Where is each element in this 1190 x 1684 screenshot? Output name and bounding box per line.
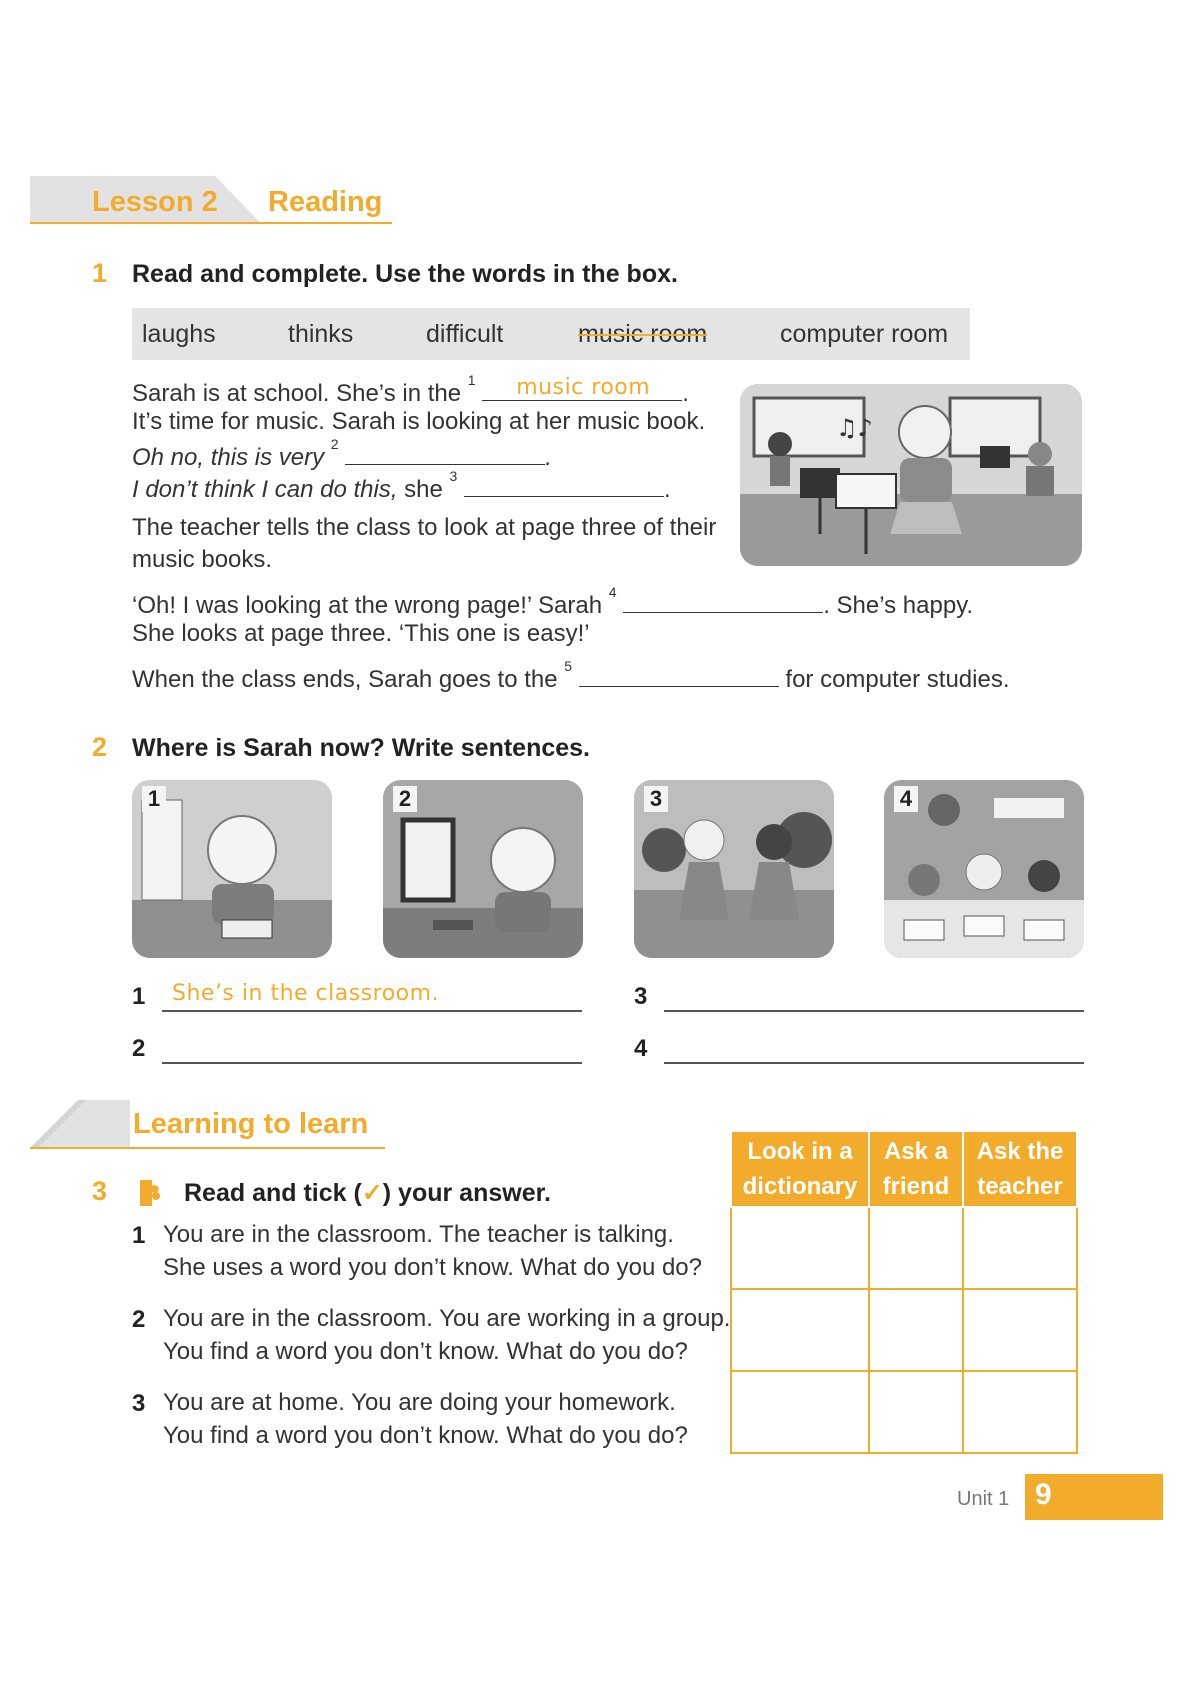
question-number: 3: [132, 1390, 146, 1417]
picture-number: 2: [393, 786, 417, 812]
gap-5[interactable]: [579, 662, 779, 687]
column-header-dictionary: Look in a dictionary: [731, 1131, 869, 1207]
music-room-illustration: [740, 384, 1082, 566]
unit-label: Unit 1: [957, 1488, 1010, 1510]
reading-line: Sarah is at school. She’s in the $^1$ music room .: [132, 372, 689, 407]
exercise-2-number: 2: [92, 732, 108, 762]
lesson-header-underline: [30, 222, 392, 224]
tick-cell[interactable]: [963, 1207, 1077, 1289]
reading-line: music books.: [132, 546, 273, 573]
music-room-drawing: [740, 384, 1082, 566]
picture-computer-room: [383, 780, 583, 958]
gap-2[interactable]: [345, 440, 545, 465]
section-title: Reading: [268, 186, 383, 218]
answer-number: 3: [634, 983, 648, 1010]
word-box-item-used: music room: [578, 320, 708, 348]
answer-line-2[interactable]: [162, 1062, 582, 1064]
exercise-3-number: 3: [92, 1176, 108, 1206]
exercise-1-number: 1: [92, 258, 108, 288]
column-header-teacher: Ask the teacher: [963, 1131, 1077, 1207]
reading-line: It’s time for music. Sarah is looking at her music book.: [132, 408, 706, 435]
picture-number: 3: [644, 786, 668, 812]
reading-line: I don’t think I can do this, she $^3$ .: [132, 468, 671, 503]
reading-line: The teacher tells the class to look at page three of their: [132, 514, 717, 541]
exercise-3-instruction: Read and tick (✓) your answer.: [184, 1179, 551, 1207]
reading-line: She looks at page three. ‘This one is easy!’: [132, 620, 590, 647]
learning-to-learn-title: Learning to learn: [133, 1108, 369, 1140]
question-text: You are at home. You are doing your homework. You find a word you don’t know. What do you do?: [163, 1389, 688, 1449]
answer-line-4[interactable]: [664, 1062, 1084, 1064]
reading-line: Oh no, this is very $^2$ .: [132, 436, 552, 471]
word-box-item: laughs: [142, 320, 216, 348]
picture-canteen: [884, 780, 1084, 958]
learning-to-learn-underline: [30, 1147, 385, 1149]
tick-cell[interactable]: [731, 1289, 869, 1371]
gap-1[interactable]: [482, 376, 682, 401]
answer-tick-table: [730, 1130, 1078, 1454]
word-box-item: difficult: [426, 320, 504, 348]
tick-cell[interactable]: [731, 1371, 869, 1453]
question-text: You are in the classroom. The teacher is talking. She uses a word you don’t know. What do you do?: [163, 1221, 703, 1281]
tick-cell[interactable]: [869, 1371, 963, 1453]
lesson-label: Lesson 2: [92, 186, 218, 218]
answer-number: 2: [132, 1035, 146, 1062]
tick-cell[interactable]: [963, 1371, 1077, 1453]
question-number: 2: [132, 1306, 146, 1333]
answer-number: 1: [132, 983, 146, 1010]
question-number: 1: [132, 1222, 146, 1249]
reading-line: ‘Oh! I was looking at the wrong page!’ Sarah $^4$ . She’s happy.: [132, 584, 974, 619]
gap-4[interactable]: [623, 588, 823, 613]
answer-line-3[interactable]: [664, 1010, 1084, 1012]
word-box-item: thinks: [288, 320, 354, 348]
exercise-2-instruction: Where is Sarah now? Write sentences.: [132, 734, 591, 762]
page-number-tab: [1025, 1474, 1163, 1520]
puzzle-icon: [136, 1176, 164, 1210]
word-box-item: computer room: [780, 320, 949, 348]
tick-cell[interactable]: [869, 1289, 963, 1371]
answer-line-1[interactable]: [162, 1010, 582, 1012]
column-header-friend: Ask a friend: [869, 1131, 963, 1207]
tick-cell[interactable]: [731, 1207, 869, 1289]
tick-cell[interactable]: [963, 1289, 1077, 1371]
picture-number: 4: [894, 786, 918, 812]
exercise-1-instruction: Read and complete. Use the words in the box.: [132, 260, 678, 288]
svg-text:♫♪: ♫♪: [836, 414, 873, 442]
page-number: 9: [1035, 1478, 1052, 1511]
answer-number: 4: [634, 1035, 648, 1062]
tick-cell[interactable]: [869, 1207, 963, 1289]
picture-number: 1: [142, 786, 166, 812]
tick-icon: ✓: [361, 1179, 383, 1207]
picture-playground: [634, 780, 834, 958]
picture-classroom: [132, 780, 332, 958]
reading-line: When the class ends, Sarah goes to the $^5$ for computer studies.: [132, 658, 1010, 693]
gap-3[interactable]: [464, 472, 664, 497]
gap-1-answer: music room: [516, 375, 651, 400]
question-text: You are in the classroom. You are working in a group. You find a word you don’t know. What do you do?: [163, 1305, 731, 1365]
answer-1-text: She’s in the classroom.: [172, 981, 440, 1006]
